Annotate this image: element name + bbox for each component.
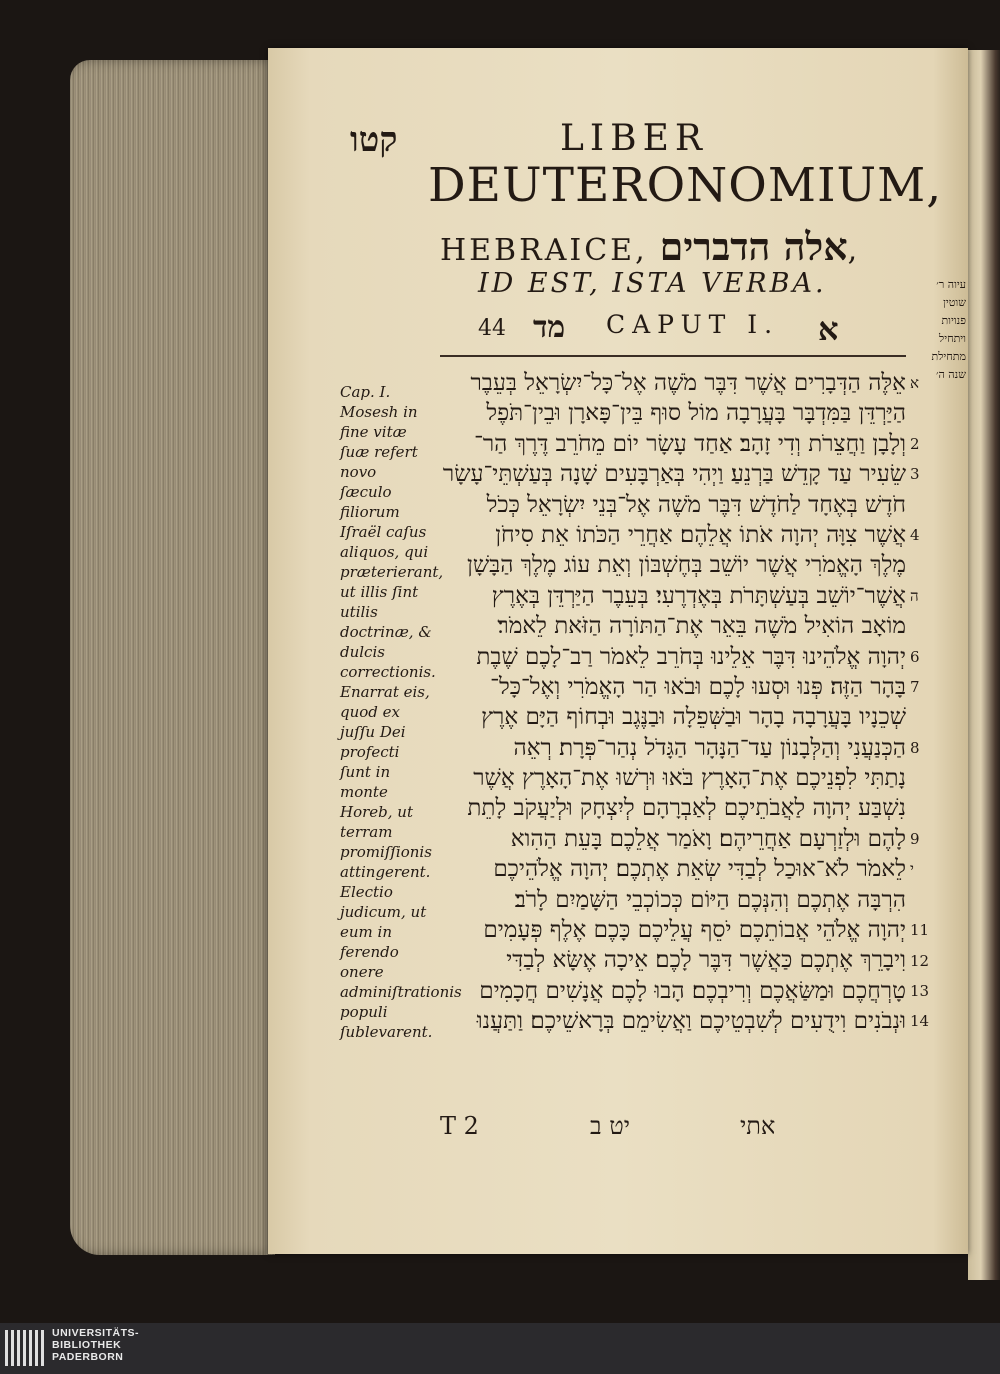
hebrew-line: חֹדֶשׁ בְּאֶחָד לַחֹדֶשׁ דִּבֶּר מֹשֶׁה אֶל־בְּנֵי יִשְׂרָאֵל כְּכֹל [486,491,906,518]
verse-number: 14 [910,1012,930,1031]
hebrew-line: נִשְׁבַּע יְהוָה לַאֲבֹתֵיכֶם לְאַבְרָהָם לְיִצְחָק וּלְיַעֲקֹב לָתֵת [467,795,906,822]
page-number: קטו [350,120,398,160]
verse-number: 6 [910,647,920,666]
sidenote-chapter-summary: Cap. I. Mosesh in fine vitæ ſuæ refert novo ſæculo filiorum Iſraël caſus aliquos, qui præterierant, ut illis ſint utilis doctrinæ, & dulcis correctionis. [340,383,444,681]
library-name-line: BIBLIOTHEK [52,1339,122,1351]
hebrew-text-block [436,368,906,1037]
hebrew-line: לֵאמֹר לֹא־אוּכַל לְבַדִּי שְׂאֵת אֶתְכֶם׃ יְהוָה אֱלֹהֵיכֶם [493,856,906,883]
hebrew-line: וְלָבָן וַחֲצֵרֹת וְדִי זָהָב׃ אַחַד עָשָׂר יוֹם מֵחֹרֵב דֶּרֶךְ הַר־ [474,430,906,457]
book-fore-edge [70,60,275,1255]
liber-heading: LIBER [560,118,708,159]
hebrew-line: טָרְחֲכֶם וּמַשַּׂאֲכֶם וְרִיבְכֶם׃ הָבוּ לָכֶם אֲנָשִׁים חֲכָמִים [479,977,906,1004]
verse-number: 7 [910,678,920,696]
hebrew-title: אלה הדברים [659,224,848,269]
margin-note: שוטין [943,296,966,309]
margin-note: מתחילת [931,350,966,363]
chapter-hebrew-number: מד [533,310,566,345]
library-footer [0,1323,1000,1374]
signature-mark: T 2 [440,1112,479,1140]
hebrew-line: מוֹאָב הוֹאִיל מֹשֶׁה בֵּאֵר אֶת־הַתּוֹרָה הַזֹּאת לֵאמֹר׃ [497,613,906,640]
sidenote-judges: Electio judicum, ut eum in ferendo onere adminiſtrationis populi ſublevarent. [340,883,462,1041]
library-name [52,1327,139,1363]
hebrew-line: יְהוָה אֱלֹהֵינוּ דִּבֶּר אֵלֵינוּ בְּחֹרֵב לֵאמֹר רַב־לָכֶם שֶׁבֶת [476,643,906,670]
hebrew-line: אֵלֶּה הַדְּבָרִים אֲשֶׁר דִּבֶּר מֹשֶׁה אֶל־כָּל־יִשְׂרָאֵל בְּעֵבֶר [470,370,906,396]
hebrew-line: יְהוָה אֱלֹהֵי אֲבוֹתֵכֶם יֹסֵף עֲלֵיכֶם כָּכֶם אֶלֶף פְּעָמִים [483,917,906,944]
verse-number: 12 [910,951,930,970]
margin-note: ויתחיל [939,332,966,345]
hebrew-line: וִיבָרֵךְ אֶתְכֶם כַּאֲשֶׁר דִּבֶּר לָכֶם׃ אֵיכָה אֶשָּׂא לְבַדִּי [506,947,906,974]
chapter-alef: א [818,310,839,348]
hebrew-line: וּנְבֹנִים וִידֻעִים לְשִׁבְטֵיכֶם וַאֲשִׂימֵם בְּרָאשֵׁיכֶם׃ וַתַּעֲנוּ [476,1008,906,1035]
library-name-line: PADERBORN [52,1351,124,1363]
library-name-line: UNIVERSITÄTS- [52,1327,140,1339]
verse-number: י [910,860,914,879]
sidenote-horeb: Enarrat eis, quod ex juſſu Dei profecti ſunt in monte Horeb, ut terram promiſſionis attingerent. [340,683,432,881]
hebrew-line: נָתַתִּי לִפְנֵיכֶם אֶת־הָאָרֶץ בֹּאוּ וּרְשׁוּ אֶת־הָאָרֶץ אֲשֶׁר [473,765,906,792]
hebrew-line: הַכְּנַעֲנִי וְהַלְּבָנוֹן עַד־הַנָּהָר הַגָּדֹל נְהַר־פְּרָת׃ רְאֵה [513,734,906,761]
verse-number: ה [910,586,919,605]
book-title: DEUTERONOMIUM, [428,158,943,213]
latin-subtitle: ID EST, ISTA VERBA. [478,268,827,299]
hebrew-line: אֲשֶׁר צִוָּה יְהוָה אֹתוֹ אֲלֵהֶם׃ אַחֲרֵי הַכֹּתוֹ אֵת סִיחֹן [495,521,906,548]
verse-number: 9 [910,830,920,848]
hebrew-line: שֵׂעִיר עַד קָדֵשׁ בַּרְנֵעַ׃ וַיְהִי בְּאַרְבָּעִים שָׁנָה בְּעַשְׁתֵּי־עָשָׂר [442,461,906,488]
university-library-logo-icon [3,1326,47,1370]
verse-number: 11 [910,921,930,940]
hebraice-label: HEBRAICE, [440,233,648,268]
hebrew-line: אֲשֶׁר־יוֹשֵׁב בְּעַשְׁתָּרֹת בְּאֶדְרֶעִי׃ בְּעֵבֶר הַיַּרְדֵּן בְּאֶרֶץ [491,582,906,609]
verse-number: א [910,374,920,392]
hebrew-line: הִרְבָּה אֶתְכֶם וְהִנְּכֶם הַיּוֹם כְּכוֹכְבֵי הַשָּׁמַיִם לָרֹב׃ [514,886,906,913]
verse-number: 2 [910,434,920,453]
hebrew-line: מֶלֶךְ הָאֱמֹרִי אֲשֶׁר יוֹשֵׁב בְּחֶשְׁבּוֹן וְאֵת עוֹג מֶלֶךְ הַבָּשָׁן [466,552,906,579]
hebrew-line: בָּהָר הַזֶּה׃ פְּנוּ וּסְעוּ לָכֶם וּבֹאוּ הַר הָאֱמֹרִי וְאֶל־כָּל־ [490,673,906,700]
margin-note: עיוה ר׳ [936,278,966,291]
hebrew-line: לָהֶם וּלְזַרְעָם אַחֲרֵיהֶם׃ וָאֹמַר אֲלֵכֶם בָּעֵת הַהִוא [510,825,906,852]
verse-number: 8 [910,738,920,757]
catchword: אתי [740,1112,776,1140]
chapter-label: CAPUT I. [606,310,780,339]
hebraice-line: HEBRAICE, אלה הדברים, [440,224,858,269]
hebrew-line: הַיַּרְדֵּן בַּמִּדְבָּר בָּעֲרָבָה מוֹל סוּף בֵּין־פָּארָן וּבֵין־תֹּפֶל [486,400,906,427]
verse-number: 4 [910,526,920,544]
verse-number: 3 [910,465,920,484]
margin-note: שנה ה׳ [935,368,966,381]
right-margin-notes [904,276,966,384]
heading-rule [440,355,906,357]
hebrew-line: שְׁכֵנָיו בָּעֲרָבָה בָהָר וּבַשְּׁפֵלָה וּבַנֶּגֶב וּבְחוֹף הַיָּם אֶרֶץ [481,704,906,731]
margin-note: פנויות [941,314,966,327]
verse-number: 13 [910,982,930,1000]
facing-page-edge [968,50,1000,1280]
chapter-number: 44 [478,316,506,341]
hebrew-signature: יט ב [590,1112,630,1140]
